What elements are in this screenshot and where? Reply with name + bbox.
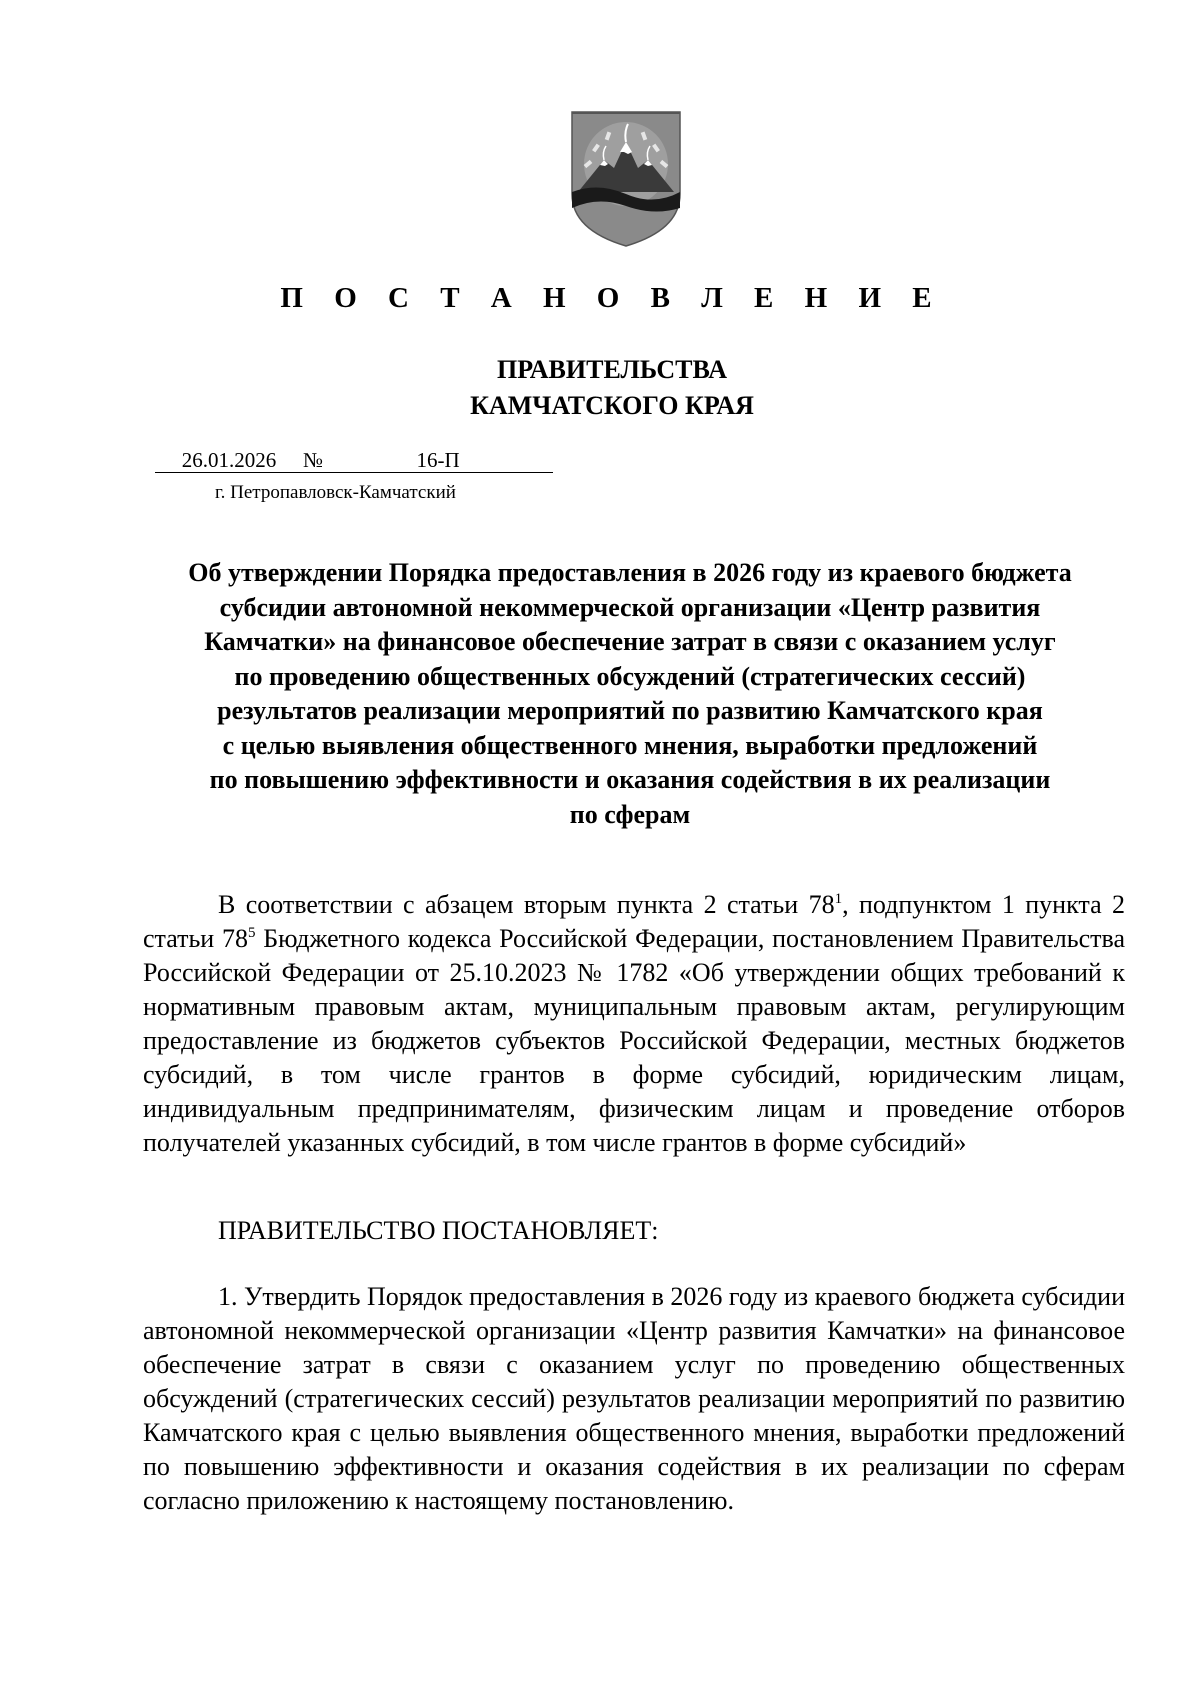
authority-line: КАМЧАТСКОГО КРАЯ (470, 391, 754, 420)
document-number: 16-П (323, 448, 553, 473)
city-name: г. Петропавловск-Камчатский (215, 482, 456, 503)
preamble-text: Бюджетного кодекса Российской Федерации, постановлением Правительства Российской Федерации от 25.10.2023 № 1782 «Об утверждении общих требований к нормативным правовым актам, муниципальным правовым актам, регулирующим предоставление из бюджетов субъектов Российской Федерации, местных бюджетов субсидий, в том числе грантов в форме субсидий, юридическим лицам, индивидуальным предпринимателям, физическим лицам и проведение отборов получателей указанных субсидий, в том числе грантов в форме субсидий» (143, 924, 1125, 1157)
title-line: с целью выявления общественного мнения, выработки предложений (222, 730, 1038, 760)
preamble-paragraph (143, 888, 1125, 1160)
title-line: Камчатки» на финансовое обеспечение затрат в связи с оказанием услуг (204, 627, 1056, 656)
superscript: 1 (834, 891, 843, 907)
document-date: 26.01.2026 (155, 448, 303, 473)
document-title (140, 556, 1120, 832)
title-line: Об утверждении Порядка предоставления в 2026 году из краевого бюджета (188, 558, 1072, 587)
title-line: по сферам (569, 799, 691, 829)
kamchatka-coat-of-arms-icon (568, 108, 684, 248)
number-sign: № (303, 448, 324, 472)
title-line: субсидии автономной некоммерческой организации «Центр развития (219, 592, 1041, 622)
title-line: по повышению эффективности и оказания содействия в их реализации (209, 765, 1051, 794)
superscript: 5 (247, 925, 256, 941)
authority-line: ПРАВИТЕЛЬСТВА (497, 355, 727, 384)
resolution-clause: ПРАВИТЕЛЬСТВО ПОСТАНОВЛЯЕТ: (218, 1216, 659, 1245)
preamble-text: , подпунктом 1 пункта 2 статьи 78 (143, 890, 1126, 953)
date-number-line (155, 448, 553, 473)
preamble-text: В соответствии с абзацем вторым пункта 2 статьи 78 (218, 890, 835, 919)
title-line: по проведению общественных обсуждений (стратегических сессий) (234, 661, 1026, 691)
document-type-heading: П О С Т А Н О В Л Е Н И Е (280, 282, 944, 314)
title-line: результатов реализации мероприятий по развитию Камчатского края (217, 696, 1043, 725)
item-1-paragraph: 1. Утвердить Порядок предоставления в 2026 году из краевого бюджета субсидии автономной некоммерческой организации «Центр развития Камчатки» на финансовое обеспечение затрат в связи с оказанием услуг по проведению общественных обсуждений (стратегических сессий) результатов реализации мероприятий по развитию Камчатского края с целью выявления общественного мнения, выработки предложений по повышению эффективности и оказания содействия в их реализации по сферам согласно приложению к настоящему постановлению. (143, 1282, 1125, 1515)
issuing-authority (0, 352, 1200, 424)
